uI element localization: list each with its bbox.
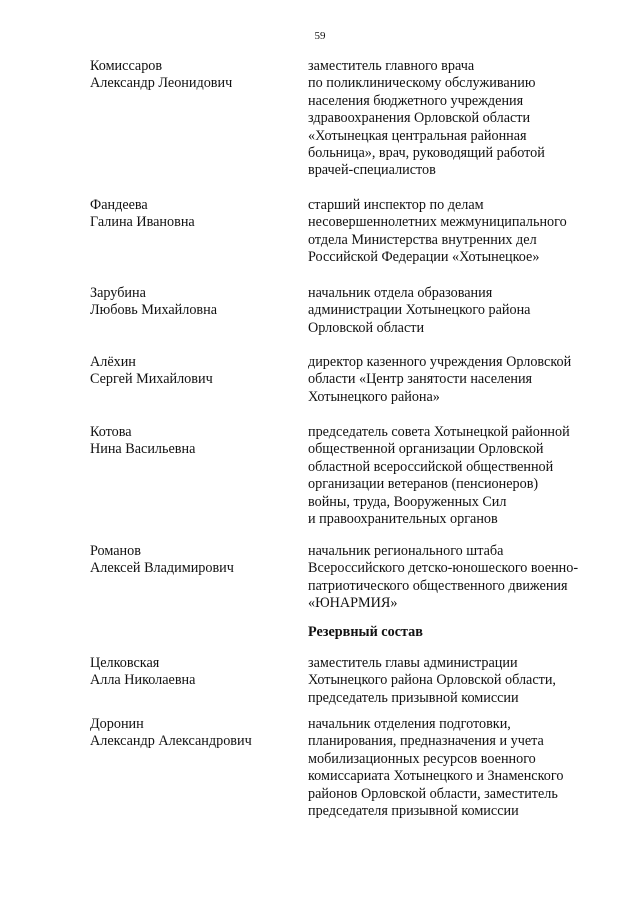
position-line: Всероссийского детско-юношеского военно-	[308, 560, 579, 577]
position-line: планирования, предназначения и учета	[308, 733, 544, 750]
member-position	[308, 716, 608, 820]
member-position	[308, 58, 608, 180]
member-surname: Алёхин	[90, 354, 136, 370]
member-name	[90, 197, 290, 232]
position-line: врачей-специалистов	[308, 162, 436, 179]
position-line: заместитель главного врача	[308, 58, 475, 74]
position-line: председатель призывной комиссии	[308, 689, 519, 706]
position-line: мобилизационных ресурсов военного	[308, 750, 536, 767]
position-line: несовершеннолетних межмуниципального	[308, 214, 567, 231]
member-surname: Фандеева	[90, 197, 148, 213]
member-name	[90, 58, 290, 93]
member-given-names: Александр Александрович	[90, 733, 252, 750]
member-given-names: Любовь Михайловна	[90, 302, 218, 319]
member-surname: Доронин	[90, 716, 144, 732]
page-number: 59	[314, 30, 326, 42]
member-given-names: Алла Николаевна	[90, 672, 196, 689]
position-line: председателя призывной комиссии	[308, 803, 519, 820]
position-line: войны, труда, Вооруженных Сил	[308, 493, 507, 510]
position-line: отдела Министерства внутренних дел	[308, 231, 537, 248]
member-position	[308, 285, 608, 337]
member-name	[90, 655, 290, 690]
member-given-names: Галина Ивановна	[90, 214, 195, 231]
position-line: начальник регионального штаба	[308, 543, 504, 559]
position-line: и правоохранительных органов	[308, 511, 498, 528]
member-name	[90, 424, 290, 459]
member-surname: Зарубина	[90, 285, 146, 301]
position-line: областной всероссийской общественной	[308, 458, 554, 475]
member-given-names: Александр Леонидович	[90, 75, 233, 92]
position-line: старший инспектор по делам	[308, 197, 484, 213]
member-name	[90, 716, 290, 751]
position-line: здравоохранения Орловской области	[308, 110, 531, 127]
position-line: больница», врач, руководящий работой	[308, 145, 545, 162]
position-line: комиссариата Хотынецкого и Знаменского	[308, 768, 564, 785]
member-surname: Романов	[90, 543, 141, 559]
position-line: районов Орловской области, заместитель	[308, 785, 558, 802]
member-name	[90, 285, 290, 320]
position-line: Хотынецкого района Орловской области,	[308, 672, 556, 689]
position-line: «Хотынецкая центральная районная	[308, 127, 527, 144]
position-line: начальник отдела образования	[308, 285, 493, 301]
position-line: администрации Хотынецкого района	[308, 302, 531, 319]
position-line: области «Центр занятости населения	[308, 371, 533, 388]
position-line: патриотического общественного движения	[308, 577, 568, 594]
position-line: «ЮНАРМИЯ»	[308, 595, 398, 612]
position-line: организации ветеранов (пенсионеров)	[308, 476, 539, 493]
position-line: начальник отделения подготовки,	[308, 716, 511, 732]
member-given-names: Сергей Михайлович	[90, 371, 213, 388]
position-line: заместитель главы администрации	[308, 655, 518, 671]
member-given-names: Алексей Владимирович	[90, 560, 234, 577]
position-line: директор казенного учреждения Орловской	[308, 354, 572, 370]
position-line: Орловской области	[308, 319, 425, 336]
member-position	[308, 655, 608, 707]
member-surname: Комиссаров	[90, 58, 163, 74]
member-position	[308, 354, 608, 406]
member-given-names: Нина Васильевна	[90, 441, 196, 458]
position-line: Хотынецкого района»	[308, 388, 440, 405]
member-surname: Целковская	[90, 655, 160, 671]
position-line: населения бюджетного учреждения	[308, 92, 524, 109]
position-line: общественной организации Орловской	[308, 441, 544, 458]
member-surname: Котова	[90, 424, 132, 440]
member-name	[90, 543, 290, 578]
member-position	[308, 543, 608, 613]
member-position	[308, 197, 608, 267]
position-line: по поликлиническому обслуживанию	[308, 75, 536, 92]
position-line: председатель совета Хотынецкой районной	[308, 424, 570, 440]
member-position	[308, 424, 608, 528]
position-line: Российской Федерации «Хотынецкое»	[308, 249, 540, 266]
reserve-section-heading: Резервный состав	[308, 624, 423, 640]
member-name	[90, 354, 290, 389]
